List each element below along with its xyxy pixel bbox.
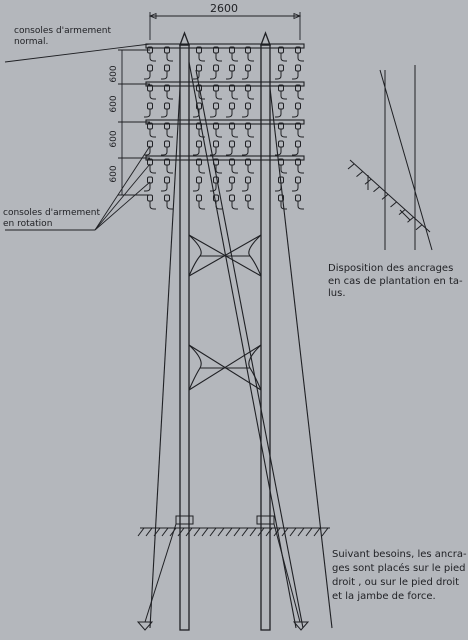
insulator-console (246, 47, 255, 61)
insulator-console (210, 103, 219, 117)
detail-slope (350, 160, 430, 232)
anchoring-note (332, 548, 467, 604)
insulator-bell (296, 177, 301, 183)
insulator-bell (296, 65, 301, 71)
insulator-console (230, 159, 239, 173)
insulator-console (165, 123, 174, 137)
insulator-bell (296, 141, 301, 147)
insulator-bell (279, 103, 284, 109)
console-hook (281, 129, 287, 137)
insulator-console (296, 85, 305, 99)
console-hook (275, 71, 281, 79)
insulator-bell (279, 65, 284, 71)
insulator-console (296, 123, 305, 137)
anchoring-note-line: ges sont placés sur le pied (332, 563, 466, 574)
console-hook (292, 147, 298, 155)
console-hook (216, 91, 222, 99)
left-pole (180, 45, 189, 630)
detail-slope-hatch (391, 202, 397, 207)
rotation-leader (95, 146, 150, 230)
right-anchor-rod (274, 524, 300, 622)
spacing-dimension-2: 600 (109, 95, 119, 113)
anchoring-note-line: et la jambe de force. (332, 591, 436, 602)
console-hook (275, 109, 281, 117)
ground-hatch (210, 528, 216, 536)
insulator-console (197, 47, 206, 61)
insulator-bell (197, 65, 202, 71)
insulator-console (165, 159, 174, 173)
ground-hatch (314, 528, 320, 536)
strut-line (196, 70, 303, 628)
console-hook (232, 201, 238, 209)
console-hook (232, 129, 238, 137)
insulator-console (246, 123, 255, 137)
normal-consoles-label-line: consoles d'armement (14, 26, 112, 36)
console-hook (193, 147, 199, 155)
console-hook (248, 53, 254, 61)
insulator-console (279, 85, 288, 99)
detail-stay (380, 70, 432, 250)
insulator-console (214, 47, 223, 61)
rotation-leader (95, 164, 150, 230)
insulator-console (279, 47, 288, 61)
console-hook (167, 165, 173, 173)
console-hook (226, 109, 232, 117)
insulator-console (148, 47, 157, 61)
left-stay (150, 88, 180, 628)
insulator-bell (197, 141, 202, 147)
insulator-bell (230, 103, 235, 109)
rotation-consoles-label-line: consoles d'armement (3, 208, 101, 218)
insulators-group (144, 47, 304, 209)
spacing-dimension-4: 600 (109, 165, 119, 183)
console-hook (199, 201, 205, 209)
console-hook (248, 165, 254, 173)
insulator-bell (246, 65, 251, 71)
right-pole-clamp (257, 516, 274, 524)
console-hook (281, 53, 287, 61)
insulator-console (165, 85, 174, 99)
console-hook (161, 109, 167, 117)
insulator-console (214, 123, 223, 137)
insulator-bell (246, 141, 251, 147)
insulator-console (246, 159, 255, 173)
console-hook (281, 91, 287, 99)
ground-hatch (266, 528, 272, 536)
insulator-console (242, 141, 251, 155)
insulator-console (292, 103, 301, 117)
ground-hatch (290, 528, 296, 536)
insulator-console (279, 123, 288, 137)
console-hook (161, 71, 167, 79)
insulator-console (242, 103, 251, 117)
insulator-console (214, 85, 223, 99)
insulator-bell (165, 141, 170, 147)
console-hook (144, 71, 150, 79)
ground-hatch (178, 528, 184, 536)
width-dimension-label: 2600 (210, 2, 238, 15)
insulator-console (161, 177, 170, 191)
normal-consoles-label (14, 26, 111, 49)
detail-slope-hatch (374, 187, 380, 192)
insulator-console (230, 85, 239, 99)
insulator-bell (165, 177, 170, 183)
slope-anchor-detail (348, 65, 432, 250)
insulator-bell (296, 195, 301, 201)
insulator-bell (246, 177, 251, 183)
left-anchor-rod (145, 524, 176, 622)
insulator-bell (246, 103, 251, 109)
console-hook (298, 165, 304, 173)
spacing-dimension-3: 600 (109, 130, 119, 148)
console-hook (167, 91, 173, 99)
console-hook (226, 71, 232, 79)
console-hook (210, 109, 216, 117)
insulator-console (148, 195, 157, 209)
ground-hatch (250, 528, 256, 536)
slope-anchor-caption-line: Disposition des ancrages (328, 263, 454, 274)
insulator-console (193, 141, 202, 155)
insulator-console (144, 103, 153, 117)
insulator-console (161, 65, 170, 79)
console-hook (281, 165, 287, 173)
insulator-console (246, 195, 255, 209)
anchoring-note-line: Suivant besoins, les ancra- (332, 549, 467, 560)
ground-hatch (242, 528, 248, 536)
insulator-console (193, 177, 202, 191)
console-hook (242, 109, 248, 117)
insulator-console (296, 195, 305, 209)
normal-consoles-label-line: normal. (14, 37, 49, 48)
console-hook (144, 109, 150, 117)
insulator-console (226, 177, 235, 191)
insulator-console (242, 177, 251, 191)
ground-hatch (138, 528, 144, 536)
console-hook (242, 147, 248, 155)
console-hook (193, 183, 199, 191)
rotation-consoles-label (3, 208, 100, 231)
console-hook (292, 109, 298, 117)
console-hook (150, 129, 156, 137)
detail-slope-hatch (357, 172, 363, 177)
ground-hatch (194, 528, 200, 536)
console-hook (167, 201, 173, 209)
insulator-console (197, 195, 206, 209)
ground-hatch (322, 528, 328, 536)
console-hook (248, 201, 254, 209)
console-hook (150, 201, 156, 209)
console-hook (199, 53, 205, 61)
console-hook (298, 201, 304, 209)
insulator-bell (148, 65, 153, 71)
console-hook (150, 53, 156, 61)
console-hook (232, 53, 238, 61)
insulator-bell (197, 177, 202, 183)
insulator-console (148, 85, 157, 99)
ground-hatch (162, 528, 168, 536)
insulator-bell (230, 141, 235, 147)
insulator-console (292, 65, 301, 79)
insulator-console (296, 159, 305, 173)
slope-anchor-caption (328, 263, 463, 301)
console-hook (161, 183, 167, 191)
console-hook (150, 165, 156, 173)
insulator-console (197, 159, 206, 173)
console-hook (161, 147, 167, 155)
console-hook (292, 183, 298, 191)
right-pole (261, 45, 270, 630)
rotation-consoles-label-line: en rotation (3, 219, 53, 230)
spacing-dimension-1: 600 (109, 65, 119, 83)
console-hook (216, 165, 222, 173)
ground-hatch (202, 528, 208, 536)
console-hook (232, 165, 238, 173)
console-hook (242, 71, 248, 79)
insulator-bell (230, 65, 235, 71)
insulator-bell (296, 103, 301, 109)
insulator-bell (165, 195, 170, 201)
left-pole-clamp (176, 516, 193, 524)
slope-anchor-caption-line: lus. (328, 288, 346, 299)
insulator-console (210, 65, 219, 79)
console-hook (298, 91, 304, 99)
detail-slope-hatch (348, 164, 354, 169)
insulator-console (275, 65, 284, 79)
ground-hatch (234, 528, 240, 536)
insulator-console (230, 123, 239, 137)
insulator-bell (165, 103, 170, 109)
console-hook (167, 53, 173, 61)
console-hook (216, 53, 222, 61)
insulator-bell (148, 195, 153, 201)
detail-anchor-mark (400, 210, 410, 220)
console-hook (298, 129, 304, 137)
anchoring-note-line: droit , ou sur le pied droit (332, 577, 460, 588)
console-hook (232, 91, 238, 99)
ground-group (138, 516, 330, 630)
insulator-console (226, 141, 235, 155)
ground-hatch (298, 528, 304, 536)
insulator-console (296, 47, 305, 61)
insulator-console (226, 103, 235, 117)
right-pole-cap (261, 33, 270, 45)
insulator-bell (246, 195, 251, 201)
slope-anchor-caption-line: en cas de plantation en ta- (328, 275, 463, 287)
insulator-console (275, 103, 284, 117)
insulator-console (148, 123, 157, 137)
insulator-console (246, 85, 255, 99)
insulator-bell (214, 141, 219, 147)
console-hook (298, 53, 304, 61)
console-hook (248, 91, 254, 99)
insulator-bell (148, 103, 153, 109)
struts-and-stays-group (150, 62, 332, 628)
insulator-console (161, 103, 170, 117)
insulator-console (275, 177, 284, 191)
insulator-bell (214, 65, 219, 71)
console-hook (248, 129, 254, 137)
ground-hatch (218, 528, 224, 536)
console-hook (226, 147, 232, 155)
ground-hatch (306, 528, 312, 536)
leader-lines-group (5, 44, 150, 230)
console-hook (150, 91, 156, 99)
console-hook (210, 71, 216, 79)
insulator-console (230, 47, 239, 61)
insulator-bell (197, 195, 202, 201)
insulator-bell (214, 103, 219, 109)
insulator-console (165, 47, 174, 61)
insulator-console (242, 65, 251, 79)
poles-group (180, 33, 270, 630)
console-hook (242, 183, 248, 191)
insulator-console (161, 141, 170, 155)
right-stay (270, 88, 332, 628)
detail-slope-hatch (416, 225, 422, 230)
console-hook (292, 71, 298, 79)
insulator-console (230, 195, 239, 209)
cross-bracing-group (189, 235, 261, 390)
insulator-bell (230, 195, 235, 201)
insulator-console (292, 141, 301, 155)
console-hook (167, 129, 173, 137)
insulator-console (292, 177, 301, 191)
ground-hatch (226, 528, 232, 536)
rotation-leader (95, 182, 150, 230)
insulator-bell (165, 65, 170, 71)
console-hook (199, 165, 205, 173)
insulator-console (226, 65, 235, 79)
ground-hatch (146, 528, 152, 536)
insulator-console (165, 195, 174, 209)
insulator-bell (230, 177, 235, 183)
console-hook (226, 183, 232, 191)
console-hook (275, 183, 281, 191)
console-hook (216, 129, 222, 137)
insulator-console (144, 65, 153, 79)
left-pole-cap (180, 33, 189, 45)
insulator-bell (279, 141, 284, 147)
